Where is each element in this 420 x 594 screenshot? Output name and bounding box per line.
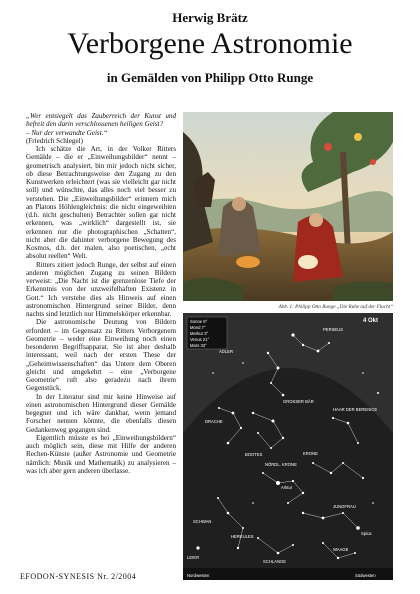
constellation-label: ADLER: [219, 349, 233, 354]
constellation-label: KRONE: [303, 451, 318, 456]
horizon-label-right: Südwesten: [355, 573, 376, 578]
star-map-chart: [183, 313, 393, 580]
star-map: [183, 313, 393, 580]
epigraph-line: – Nur der verwandte Geist.“: [26, 128, 108, 137]
constellation-label: GROSSER BÄR: [283, 399, 314, 404]
star-map-date: 4 Okt: [363, 318, 379, 324]
info-line: Mars 33°: [190, 343, 207, 348]
epigraph-line: „Wer entsiegelt das Zauberreich der Kunst und befreit den darin verschlossenen heiligen Geist?: [26, 112, 176, 129]
constellation-label: JUNGFRAU: [333, 504, 356, 509]
constellation-label: SCHWAN: [193, 519, 212, 524]
body-text-column: [26, 112, 176, 475]
painting-illustration: [183, 112, 393, 301]
body-paragraph: Eigentlich müsste es bei „Einweihungsbildern“ auch möglich sein, diese mit Hilfe der anderen Rechen-Künste (außer Astronomie und Geometrie nämlich: Musik und Mathematik) zu analysieren – was ich aber gern anderen überlasse.: [26, 433, 176, 475]
horizon-label-left: Nordwesten: [187, 573, 210, 578]
figure-caption: Abb. 1: Philipp Otto Runge „Die Ruhe auf der Flucht“: [278, 304, 393, 310]
constellation-label: HERKULES: [231, 534, 254, 539]
body-paragraph: Ritters zitiert jedoch Runge, der selbst auf einen anderen möglichen Zugang zu seinen Bildern verweist: „Die Nacht ist die grenzenlose Tiefe der Erkenntnis von der unzweifelhaften Existenz in Gott.“ Ich verstehe dies als Hinweis auf einen astronomischen Hintergrund seiner Bilder, denn nachts sind letztlich nur Himmelskörper erkennbar.: [26, 260, 176, 318]
body-paragraph: Ich schätze die Art, in der Volker Ritters Gemälde – die er „Einweihungsbilder“ nennt – geometrisch analysiert, bin mir jedoch nicht sicher, ob diese Betrachtungsweise den Zugang zu den Kunstwerken erleichtert (was sie vielleicht gar nicht soll) und wünschte, das alles noch viel besser zu verstehen. Die „Einweihungsbilder“ erinnern mich an Platons Höhlengleichnis: die nicht eingeweihten (d.h. nicht geschulten) Betrachter sollen gar nicht erkennen, was „wirklich“ dargestellt ist, sie erkennen nur die photographischen „Schatten“, nicht aber die dahinter verborgene Bewegung des Kosmos, d.h. der malen, also poetischen, „echt absolut reellen“ Welt.: [26, 145, 176, 261]
article-title: Verborgene Astronomie: [67, 27, 353, 60]
constellation-label: WAAGE: [333, 547, 349, 552]
info-line: Venus 21°: [190, 337, 210, 342]
constellation-label: SCHLANGE: [263, 559, 287, 564]
constellation-label: DRACHE: [205, 419, 223, 424]
painting-image: [183, 112, 393, 301]
constellation-label: HAAR DER BERENICE: [333, 407, 378, 412]
constellation-label: NÖRDL. KRONE: [265, 462, 297, 467]
page-footer: EFODON-SYNESIS Nr. 2/2004: [20, 572, 137, 581]
constellation-label: LEIER: [187, 555, 200, 560]
info-line: Mond 7°: [190, 325, 206, 330]
body-paragraph: Die astronomische Deutung von Bildern erfordert – im Gegensatz zu Ritters Verborgenem Geometrie – weder eine Einweihung noch einen besonderen Begriffsapparat. Sie ist aber deshalb interessant, weil nach der ersten These der „Geheimwissenschaften“ das Untere dem Oberen gleicht und umgekehrt – eine „Verborgene Geometrie“ ruft also geradezu nach ihrem Gegenstück.: [26, 318, 176, 393]
epigraph-source: (Friedrich Schlegel): [26, 136, 83, 145]
constellation-label: BOOTES: [245, 452, 263, 457]
body-paragraph: In der Literatur sind mir keine Hinweise auf einen astronomischen Hintergrund dieser Gemälde begegnet und ich wäre dankbar, wenn jemand Forscher nennen könnte, die ebenfalls diesen Gedankenweg gegangen sind.: [26, 392, 176, 434]
constellation-label: Spica: [361, 531, 372, 536]
article-subtitle: in Gemälden von Philipp Otto Runge: [106, 70, 314, 85]
info-line: Sonne 8°: [190, 319, 208, 324]
author-name: Herwig Brätz: [172, 10, 248, 25]
constellation-label: Arktur: [281, 485, 293, 490]
info-line: Merkur 3°: [190, 331, 209, 336]
constellation-label: PERSEUS: [323, 327, 344, 332]
